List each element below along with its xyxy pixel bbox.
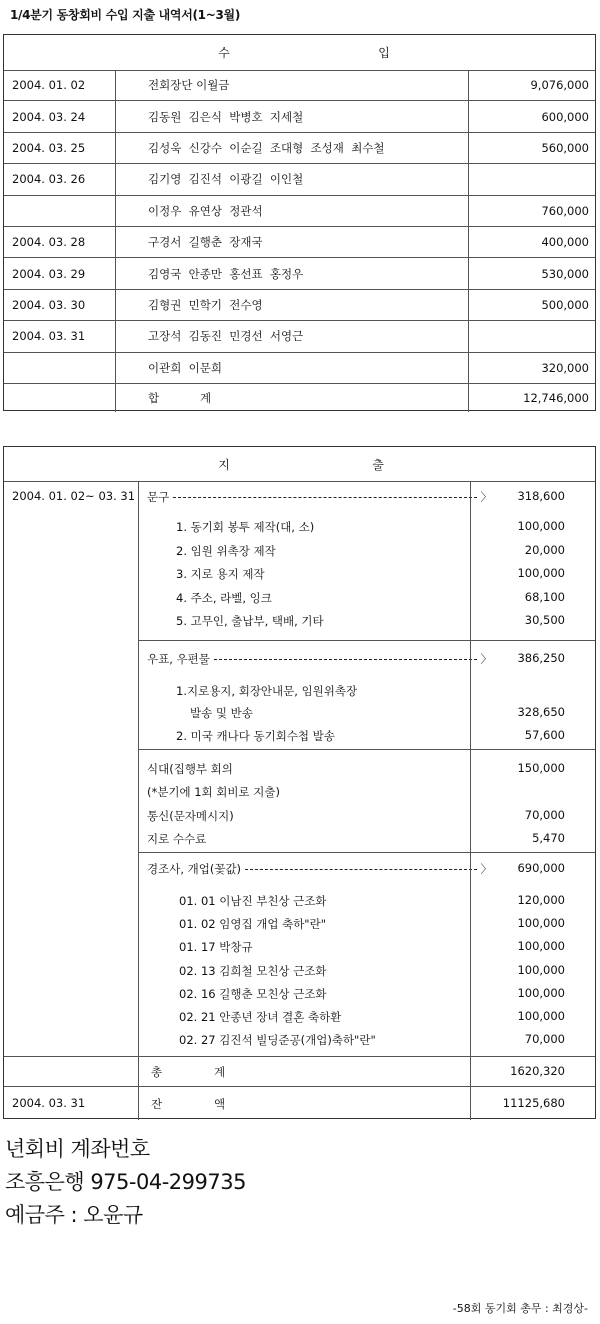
meal-amount: 150,000 xyxy=(517,761,565,775)
postage-item2-label: 2. 미국 캐나다 동기회수첩 발송 xyxy=(176,729,335,743)
stationery-item-amount: 20,000 xyxy=(524,542,565,557)
income-row xyxy=(4,258,595,289)
stationery-item-label: 4. 주소, 라벨, 잉크 xyxy=(176,590,272,605)
postage-item1-line1: 1.지로용지, 회장안내문, 임원위촉장 xyxy=(176,684,358,698)
income-row-date: 2004. 01. 02 xyxy=(12,78,86,93)
event-item-label: 02. 13 김희철 모친상 근조화 xyxy=(179,963,327,978)
income-row-date xyxy=(12,196,112,226)
income-row xyxy=(4,101,595,132)
income-header-row xyxy=(4,35,595,71)
postage-amount: 386,250 xyxy=(517,651,565,665)
income-row-names: 김형권 민학기 전수영 xyxy=(148,297,263,312)
event-item-amount: 120,000 xyxy=(517,893,565,907)
stationery-item-amount: 100,000 xyxy=(517,519,565,533)
income-row xyxy=(4,70,595,101)
stationery-item-label: 5. 고무인, 출납부, 택배, 기타 xyxy=(176,614,324,628)
postage-line: 우표, 우편물 〉 xyxy=(147,652,492,666)
income-row xyxy=(4,353,595,384)
event-item-amount: 70,000 xyxy=(524,1032,565,1047)
income-row-amount: 500,000 xyxy=(541,297,589,312)
expense-header-right: 출 xyxy=(372,457,384,472)
income-table xyxy=(3,34,596,411)
event-item-label: 01. 17 박창규 xyxy=(179,940,253,955)
income-row-date: 2004. 03. 28 xyxy=(12,235,86,250)
income-row-date: 2004. 03. 30 xyxy=(12,297,86,312)
stationery-amount: 318,600 xyxy=(517,489,565,503)
income-header-left: 수 xyxy=(218,46,230,60)
income-row-date: 2004. 03. 26 xyxy=(12,172,86,187)
events-amount: 690,000 xyxy=(517,861,565,875)
account-line-2: 조흥은행 975-04-299735 xyxy=(5,1170,246,1194)
expense-total-label-1: 총 xyxy=(151,1065,163,1079)
meal-note: (*분기에 1회 회비로 지출) xyxy=(147,785,280,799)
income-row-date: 2004. 03. 25 xyxy=(12,140,86,155)
comm-amount: 70,000 xyxy=(524,808,565,822)
stationery-label: 문구 xyxy=(147,490,170,504)
stationery-line: 문구 〉 xyxy=(147,490,492,504)
postage-label: 우표, 우편물 xyxy=(147,652,210,666)
postage-item1-line2: 발송 및 반송 xyxy=(190,706,253,720)
stationery-item-amount: 100,000 xyxy=(517,566,565,580)
income-total-label-1: 합 xyxy=(148,391,160,405)
document-title: 1/4분기 동창회비 수입 지출 내역서(1~3월) xyxy=(10,8,241,22)
stationery-item-label: 3. 지로 용지 제작 xyxy=(176,567,265,581)
income-header-right: 입 xyxy=(378,46,390,60)
expense-total-amount: 1620,320 xyxy=(510,1064,565,1078)
balance-label-1: 잔 xyxy=(151,1097,163,1111)
income-row-amount: 9,076,000 xyxy=(530,78,589,93)
account-line-1: 년회비 계좌번호 xyxy=(5,1137,150,1161)
stationery-item-amount: 68,100 xyxy=(524,589,565,604)
income-row-names: 고장석 김동진 민경선 서영근 xyxy=(148,329,304,344)
event-item-label: 02. 27 김진석 빌딩준공(개업)축하"란" xyxy=(179,1033,376,1048)
comm-label: 통신(문자메시지) xyxy=(147,809,234,823)
income-row xyxy=(4,321,595,352)
expense-header-row xyxy=(4,447,595,482)
postage-item2-amount: 57,600 xyxy=(524,728,565,742)
fee-amount: 5,470 xyxy=(532,831,565,845)
events-line: 경조사, 개업(꽃값) 〉 xyxy=(147,862,492,876)
event-item-amount: 100,000 xyxy=(517,916,565,931)
income-row-amount: 530,000 xyxy=(541,266,589,281)
income-row xyxy=(4,133,595,164)
income-total-label-2: 계 xyxy=(200,391,212,405)
income-row-amount xyxy=(471,321,589,351)
income-row xyxy=(4,164,595,195)
expense-total-label-2: 계 xyxy=(214,1065,226,1079)
balance-amount: 11125,680 xyxy=(502,1096,565,1110)
income-total-amount: 12,746,000 xyxy=(523,391,589,405)
stationery-item-amount: 30,500 xyxy=(524,613,565,627)
income-row-date: 2004. 03. 31 xyxy=(12,329,86,344)
event-item-amount: 100,000 xyxy=(517,939,565,954)
income-row-names: 김기영 김진석 이광길 이인철 xyxy=(148,172,304,187)
expense-header-left: 지 xyxy=(218,457,230,472)
event-item-label: 02. 16 길행춘 모친상 근조화 xyxy=(179,986,327,1001)
income-row-names: 김성욱 신강수 이순길 조대형 조성재 최수철 xyxy=(148,140,385,155)
income-row xyxy=(4,196,595,227)
expense-table xyxy=(3,446,596,1119)
income-total-row xyxy=(4,384,595,412)
event-item-amount: 100,000 xyxy=(517,962,565,977)
meal-label: 식대(집행부 회의 xyxy=(147,762,233,776)
income-row-names: 구경서 길행춘 장재국 xyxy=(148,235,263,250)
income-row xyxy=(4,290,595,321)
balance-label-2: 액 xyxy=(214,1097,226,1111)
income-row-names: 김동원 김은식 박병호 지세철 xyxy=(148,109,304,124)
event-item-label: 01. 02 임영집 개업 축하"란" xyxy=(179,917,326,932)
fee-label: 지로 수수료 xyxy=(147,832,207,846)
balance-date: 2004. 03. 31 xyxy=(12,1096,86,1110)
footer-signature: -58회 동기회 총무 : 최경상- xyxy=(452,1302,588,1315)
income-row-date: 2004. 03. 24 xyxy=(12,109,86,124)
stationery-item-label: 1. 동기회 봉투 제작(대, 소) xyxy=(176,520,315,534)
income-row-names: 김영국 안종만 홍선표 홍정우 xyxy=(148,266,304,281)
income-row-amount: 560,000 xyxy=(541,140,589,155)
event-item-label: 01. 01 이남진 부친상 근조화 xyxy=(179,894,327,908)
expense-period: 2004. 01. 02~ 03. 31 xyxy=(12,489,136,503)
income-row-names: 이정우 유연상 정관석 xyxy=(148,203,263,218)
income-row-amount: 400,000 xyxy=(541,235,589,250)
income-row-names: 전회장단 이월금 xyxy=(148,78,230,93)
income-row-amount: 760,000 xyxy=(541,203,589,218)
income-row-date xyxy=(12,353,112,383)
event-item-label: 02. 21 안종년 장녀 결혼 축하환 xyxy=(179,1010,342,1024)
event-item-amount: 100,000 xyxy=(517,985,565,1000)
account-line-3: 예금주 : 오윤규 xyxy=(5,1203,143,1227)
income-row-amount xyxy=(471,164,589,194)
income-row-amount: 320,000 xyxy=(541,360,589,375)
stationery-item-label: 2. 임원 위촉장 제작 xyxy=(176,543,276,558)
events-label: 경조사, 개업(꽃값) xyxy=(147,862,242,876)
income-row xyxy=(4,227,595,258)
income-row-names: 이관희 이문희 xyxy=(148,360,222,375)
income-row-amount: 600,000 xyxy=(541,109,589,124)
income-row-date: 2004. 03. 29 xyxy=(12,266,86,281)
event-item-amount: 100,000 xyxy=(517,1009,565,1023)
postage-item1-amount: 328,650 xyxy=(517,705,565,719)
